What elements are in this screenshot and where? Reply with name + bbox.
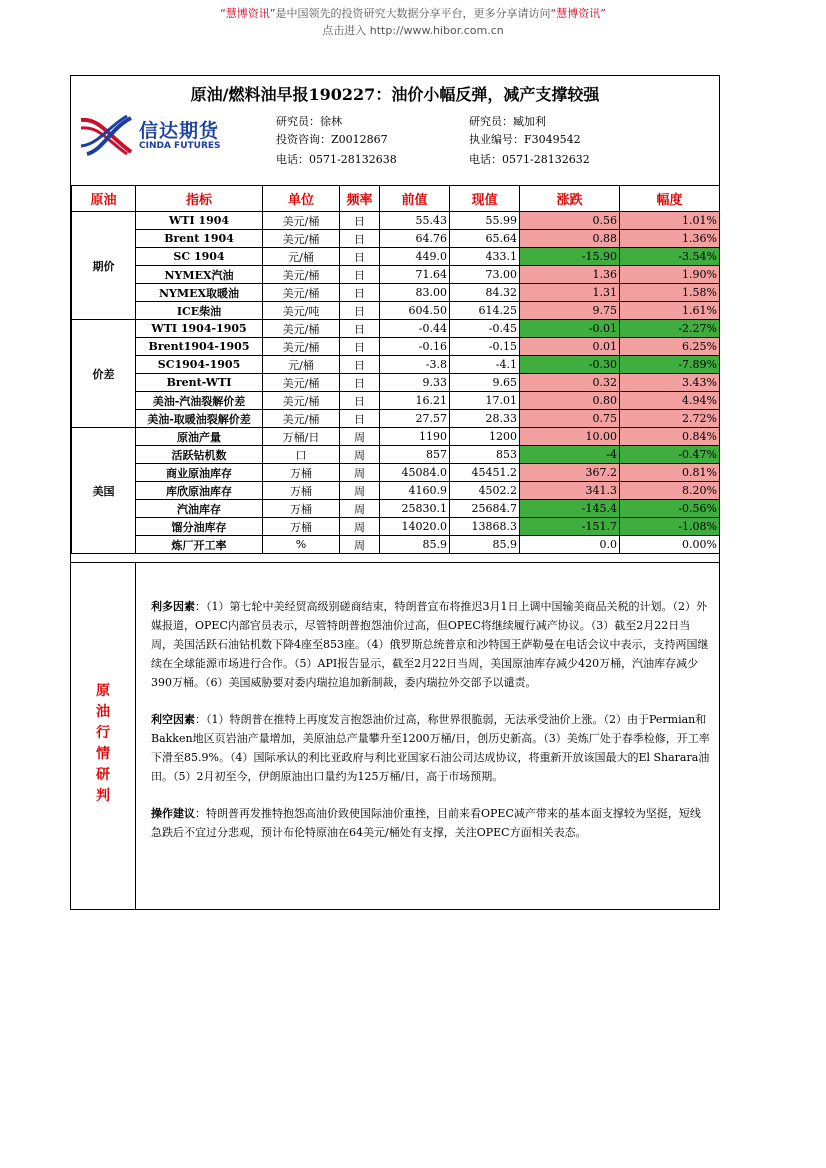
unit-cell: 美元/桶 [263,374,340,392]
column-header: 原油 [72,186,136,212]
indicator-cell: 原油产量 [136,428,263,446]
indicator-cell: Brent 1904 [136,230,263,248]
previous-value-cell: -0.16 [380,338,450,356]
table-row [72,500,720,518]
indicator-cell: SC1904-1905 [136,356,263,374]
frequency-cell: 日 [340,374,380,392]
previous-value-cell: 27.57 [380,410,450,428]
unit-cell: 万桶 [263,518,340,536]
unit-cell: 万桶 [263,500,340,518]
change-cell: 1.36 [520,266,620,284]
current-value-cell: 9.65 [450,374,520,392]
percent-cell: -7.89% [620,356,720,374]
percent-cell: 3.43% [620,374,720,392]
table-row [72,392,720,410]
table-row [72,374,720,392]
change-cell: -151.7 [520,518,620,536]
analysis-label-char: 原 [96,683,110,699]
analysis-label-char: 情 [96,746,110,762]
percent-cell: 1.90% [620,266,720,284]
percent-cell: -0.56% [620,500,720,518]
table-row [72,536,720,554]
unit-cell: 美元/桶 [263,338,340,356]
percent-cell: 1.61% [620,302,720,320]
percent-cell: 6.25% [620,338,720,356]
analysis-label-char: 油 [96,704,110,720]
bullish-title: 利多因素 [151,600,195,613]
percent-cell: 0.81% [620,464,720,482]
percent-cell: -0.47% [620,446,720,464]
table-row [72,482,720,500]
bearish-paragraph [151,710,711,786]
percent-cell: 1.01% [620,212,720,230]
change-cell: 367.2 [520,464,620,482]
percent-cell: -2.27% [620,320,720,338]
unit-cell: 万桶 [263,482,340,500]
change-cell: 0.80 [520,392,620,410]
current-value-cell: 614.25 [450,302,520,320]
previous-value-cell: 83.00 [380,284,450,302]
previous-value-cell: 857 [380,446,450,464]
frequency-cell: 周 [340,464,380,482]
bearish-text: ：（1）特朗普在推特上再度发言抱怨油价过高，称世界很脆弱，无法承受油价上涨。（2）由于Permian和Bakken地区页岩油产量增加，美原油总产量攀升至1200万桶/日，创历史新高。（3）美炼厂处于春季检修，开工率下滑至85.9%。（4）国际承认的利比亚政府与利比亚国家石油公司达成协议，将重新开放该国最大的El Sharara油田。（5）2月初至今，伊朗原油出口量约为125万桶/日，高于市场预期。 [151,713,710,783]
unit-cell: 美元/吨 [263,302,340,320]
unit-cell: 美元/桶 [263,284,340,302]
column-header: 频率 [340,186,380,212]
unit-cell: 美元/桶 [263,410,340,428]
table-row [72,212,720,230]
banner-brand-2: “慧博资讯” [550,7,606,20]
frequency-cell: 周 [340,500,380,518]
table-row [72,266,720,284]
analysis-label [71,681,135,807]
analysis-label-char: 行 [96,725,110,741]
change-cell: 0.0 [520,536,620,554]
current-value-cell: 85.9 [450,536,520,554]
indicator-cell: WTI 1904 [136,212,263,230]
unit-cell: 美元/桶 [263,230,340,248]
phone-left: 电话：0571-28132638 [276,153,397,166]
report-sheet [70,75,720,910]
frequency-cell: 日 [340,284,380,302]
indicator-cell: 美油-取暖油裂解价差 [136,410,263,428]
license-right: 执业编号：F3049542 [469,133,581,146]
frequency-cell: 日 [340,410,380,428]
current-value-cell: 45451.2 [450,464,520,482]
current-value-cell: -4.1 [450,356,520,374]
frequency-cell: 日 [340,266,380,284]
previous-value-cell: -3.8 [380,356,450,374]
current-value-cell: 55.99 [450,212,520,230]
change-cell: 341.3 [520,482,620,500]
table-row [72,428,720,446]
change-cell: 0.56 [520,212,620,230]
table-row [72,518,720,536]
change-cell: 0.75 [520,410,620,428]
analysis-label-char: 判 [96,788,110,804]
bearish-title: 利空因素 [151,713,195,726]
current-value-cell: -0.45 [450,320,520,338]
report-title: 原油/燃料油早报190227：油价小幅反弹，减产支撑较强 [190,85,600,104]
column-header: 前值 [380,186,450,212]
percent-cell: 1.58% [620,284,720,302]
table-row [72,446,720,464]
researcher-left: 研究员：徐林 [276,115,342,128]
previous-value-cell: 4160.9 [380,482,450,500]
logo-cn-text: 信达期货 [139,120,220,142]
frequency-cell: 日 [340,248,380,266]
researcher-right: 研究员：臧加利 [469,115,546,128]
indicator-cell: 库欣原油库存 [136,482,263,500]
category-cell: 期价 [72,212,136,320]
frequency-cell: 周 [340,536,380,554]
change-cell: 1.31 [520,284,620,302]
percent-cell: 1.36% [620,230,720,248]
current-value-cell: 4502.2 [450,482,520,500]
license-left: 投资咨询：Z0012867 [276,133,388,146]
bullish-paragraph [151,597,711,692]
current-value-cell: 84.32 [450,284,520,302]
company-logo [77,114,237,156]
table-header-row [72,186,720,212]
percent-cell: 0.84% [620,428,720,446]
previous-value-cell: 604.50 [380,302,450,320]
frequency-cell: 日 [340,338,380,356]
column-header: 指标 [136,186,263,212]
previous-value-cell: 1190 [380,428,450,446]
bullish-text: ：（1）第七轮中美经贸高级别磋商结束，特朗普宣布将推迟3月1日上调中国输美商品关税的计划。（2）外媒报道，OPEC内部官员表示，尽管特朗普抱怨油价过高，但OPEC将继续履行减产协议。（3）截至2月22日当周，美国活跃石油钻机数下降4座至853座。（4）俄罗斯总统普京和沙特国王萨勒曼在电话会议中表示，支持两国继续在全球能源市场进行合作。（5）API报告显示，截至2月22日当周，美国原油库存减少420万桶，汽油库存减少390万桶。（6）美国威胁要对委内瑞拉追加新制裁，委内瑞拉外交部予以谴责。 [151,600,709,689]
previous-value-cell: 55.43 [380,212,450,230]
category-cell: 美国 [72,428,136,554]
change-cell: 9.75 [520,302,620,320]
category-cell: 价差 [72,320,136,428]
current-value-cell: 28.33 [450,410,520,428]
table-row [72,284,720,302]
price-table [71,185,720,554]
analysis-label-cell [71,563,136,910]
current-value-cell: 1200 [450,428,520,446]
indicator-cell: 活跃钻机数 [136,446,263,464]
analysis-label-char: 研 [96,767,110,783]
unit-cell: 美元/桶 [263,392,340,410]
indicator-cell: 馏分油库存 [136,518,263,536]
change-cell: 0.01 [520,338,620,356]
table-row [72,410,720,428]
unit-cell: 美元/桶 [263,320,340,338]
phone-right: 电话：0571-28132632 [469,153,590,166]
unit-cell: % [263,536,340,554]
top-banner [0,5,826,21]
table-row [72,320,720,338]
unit-cell: 元/桶 [263,248,340,266]
change-cell: -0.01 [520,320,620,338]
current-value-cell: 13868.3 [450,518,520,536]
banner-brand: “慧博资讯” [220,7,276,20]
current-value-cell: 73.00 [450,266,520,284]
change-cell: -4 [520,446,620,464]
table-row [72,464,720,482]
unit-cell: 美元/桶 [263,266,340,284]
frequency-cell: 日 [340,302,380,320]
indicator-cell: 汽油库存 [136,500,263,518]
advice-paragraph [151,804,711,842]
indicator-cell: 商业原油库存 [136,464,263,482]
table-row [72,338,720,356]
advice-text: ：特朗普再发推特抱怨高油价致使国际油价重挫，目前来看OPEC减产带来的基本面支撑较为坚挺，短线急跌后不宜过分悲观，预计布伦特原油在64美元/桶处有支撑，关注OPEC方面相关表态。 [151,807,701,839]
unit-cell: 美元/桶 [263,212,340,230]
previous-value-cell: 25830.1 [380,500,450,518]
unit-cell: 万桶 [263,464,340,482]
unit-cell: 口 [263,446,340,464]
change-cell: -15.90 [520,248,620,266]
current-value-cell: 17.01 [450,392,520,410]
table-row [72,248,720,266]
cinda-logo-icon [77,114,135,156]
percent-cell: 4.94% [620,392,720,410]
column-header: 现值 [450,186,520,212]
column-header: 单位 [263,186,340,212]
percent-cell: 8.20% [620,482,720,500]
frequency-cell: 日 [340,320,380,338]
logo-en-text: CINDA FUTURES [139,141,221,151]
analysis-section [71,562,719,910]
report-header [71,76,719,186]
previous-value-cell: -0.44 [380,320,450,338]
column-header: 幅度 [620,186,720,212]
indicator-cell: 炼厂开工率 [136,536,263,554]
current-value-cell: 853 [450,446,520,464]
frequency-cell: 日 [340,356,380,374]
advice-title: 操作建议 [151,807,195,820]
banner-link[interactable]: 点击进入 http://www.hibor.com.cn [322,24,504,37]
percent-cell: 0.00% [620,536,720,554]
previous-value-cell: 449.0 [380,248,450,266]
frequency-cell: 日 [340,230,380,248]
previous-value-cell: 71.64 [380,266,450,284]
banner-text: 是中国领先的投资研究大数据分享平台，更多分享请访问 [275,7,551,20]
indicator-cell: 美油-汽油裂解价差 [136,392,263,410]
frequency-cell: 周 [340,446,380,464]
current-value-cell: 65.64 [450,230,520,248]
indicator-cell: Brent-WTI [136,374,263,392]
previous-value-cell: 14020.0 [380,518,450,536]
previous-value-cell: 45084.0 [380,464,450,482]
table-row [72,356,720,374]
indicator-cell: WTI 1904-1905 [136,320,263,338]
column-header: 涨跌 [520,186,620,212]
indicator-cell: NYMEX汽油 [136,266,263,284]
change-cell: -145.4 [520,500,620,518]
change-cell: 0.88 [520,230,620,248]
change-cell: -0.30 [520,356,620,374]
unit-cell: 万桶/日 [263,428,340,446]
previous-value-cell: 16.21 [380,392,450,410]
table-row [72,302,720,320]
analysis-body [151,597,711,860]
frequency-cell: 周 [340,482,380,500]
current-value-cell: 25684.7 [450,500,520,518]
frequency-cell: 周 [340,428,380,446]
change-cell: 0.32 [520,374,620,392]
previous-value-cell: 64.76 [380,230,450,248]
indicator-cell: ICE柴油 [136,302,263,320]
indicator-cell: SC 1904 [136,248,263,266]
indicator-cell: NYMEX取暖油 [136,284,263,302]
previous-value-cell: 85.9 [380,536,450,554]
change-cell: 10.00 [520,428,620,446]
percent-cell: -3.54% [620,248,720,266]
previous-value-cell: 9.33 [380,374,450,392]
percent-cell: 2.72% [620,410,720,428]
frequency-cell: 周 [340,518,380,536]
unit-cell: 元/桶 [263,356,340,374]
current-value-cell: 433.1 [450,248,520,266]
current-value-cell: -0.15 [450,338,520,356]
percent-cell: -1.08% [620,518,720,536]
frequency-cell: 日 [340,392,380,410]
table-row [72,230,720,248]
frequency-cell: 日 [340,212,380,230]
indicator-cell: Brent1904-1905 [136,338,263,356]
